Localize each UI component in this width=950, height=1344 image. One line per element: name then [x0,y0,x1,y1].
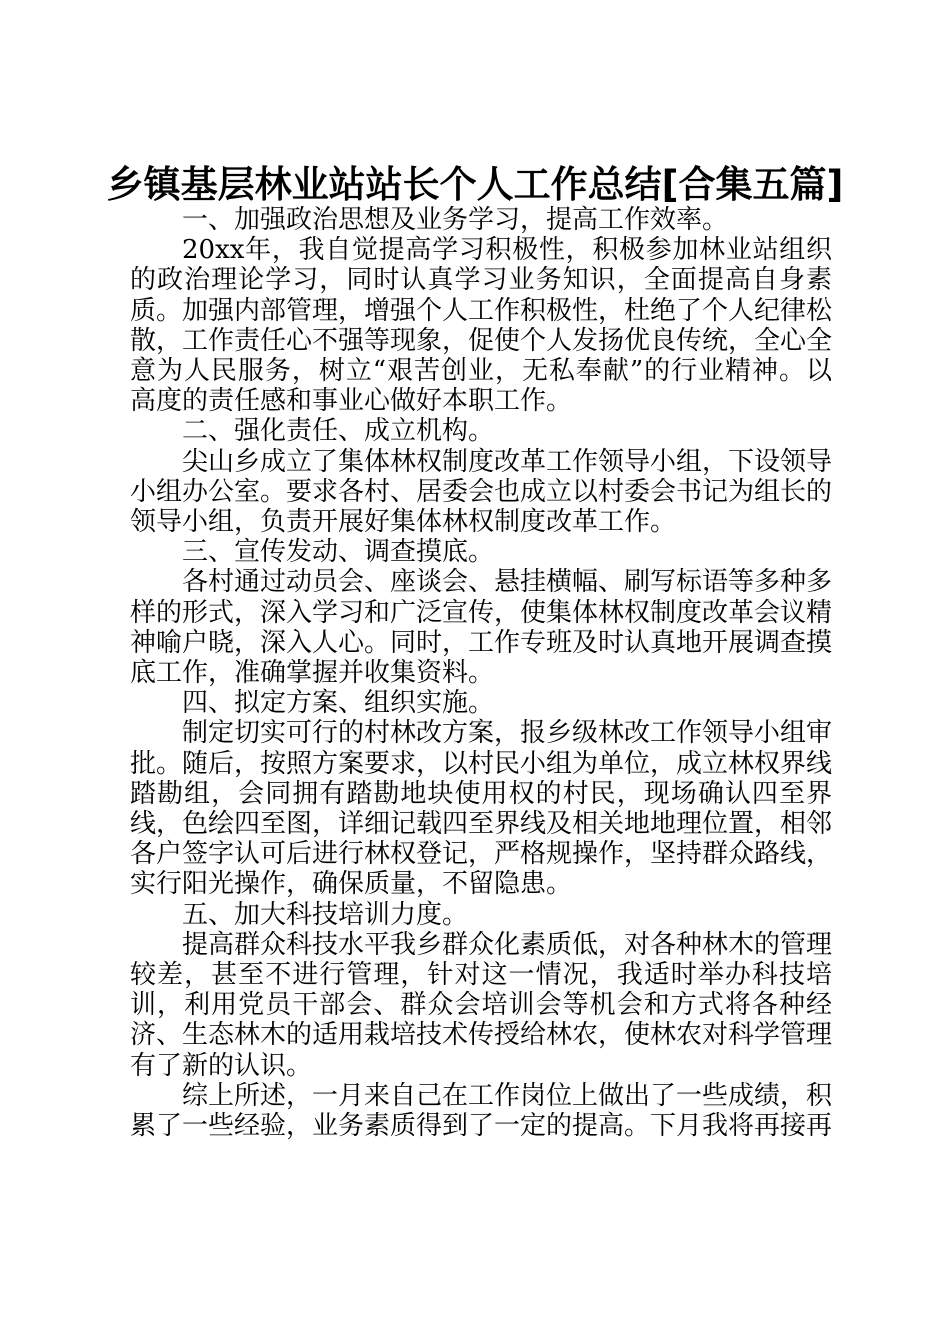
document-body [130,205,832,1141]
section-heading-3: 三、宣传发动、调查摸底。 [182,537,495,568]
paragraph: 尖山乡成立了集体林权制度改革工作领导小组，下设领导小组办公室。要求各村、居委会也成立以村委会书记为组长的领导小组，负责开展好集体林权制度改革工作。 [130,446,833,538]
paragraph: 制定切实可行的村林改方案，报乡级林改工作领导小组审批。随后，按照方案要求，以村民小组为单位，成立林权界线踏勘组，会同拥有踏勘地块使用权的村民，现场确认四至界线，色绘四至图，详细记载四至界线及相关地地理位置，相邻各户签字认可后进行林权登记，严格规操作，坚持群众路线，实行阳光操作，确保质量，不留隐患。 [130,718,833,900]
paragraph: 20xx年，我自觉提高学习积极性，积极参加林业站组织的政治理论学习，同时认真学习业务知识，全面提高自身素质。加强内部管理，增强个人工作积极性，杜绝了个人纪律松散，工作责任心不强等现象，促使个人发扬优良传统，全心全意为人民服务，树立“艰苦创业，无私奉献”的行业精神。以高度的责任感和事业心做好本职工作。 [130,235,833,417]
section-heading-1: 一、加强政治思想及业务学习，提高工作效率。 [182,205,729,235]
paragraph: 各村通过动员会、座谈会、悬挂横幅、刷写标语等多种多样的形式，深入学习和广泛宣传，使集体林权制度改革会议精神喻户晓，深入人心。同时，工作专班及时认真地开展调查摸底工作，准确掌握并收集资料。 [130,567,833,689]
section-heading-5: 五、加大科技培训力度。 [182,899,469,930]
section-heading-2: 二、强化责任、成立机构。 [182,416,495,447]
document-title: 乡镇基层林业站站长个人工作总结[合集五篇] [106,163,844,206]
summary-paragraph: 综上所述，一月来自己在工作岗位上做出了一些成绩，积累了一些经验，业务素质得到了一定的提高。下月我将再接再 [130,1080,833,1142]
paragraph: 提高群众科技水平我乡群众化素质低，对各种林木的管理较差，甚至不进行管理，针对这一情况，我适时举办科技培训，利用党员干部会、群众会培训会等机会和方式将各种经济、生态林木的适用栽培技术传授给林农，使林农对科学管理有了新的认识。 [130,929,833,1081]
section-heading-4: 四、拟定方案、组织实施。 [182,688,495,719]
